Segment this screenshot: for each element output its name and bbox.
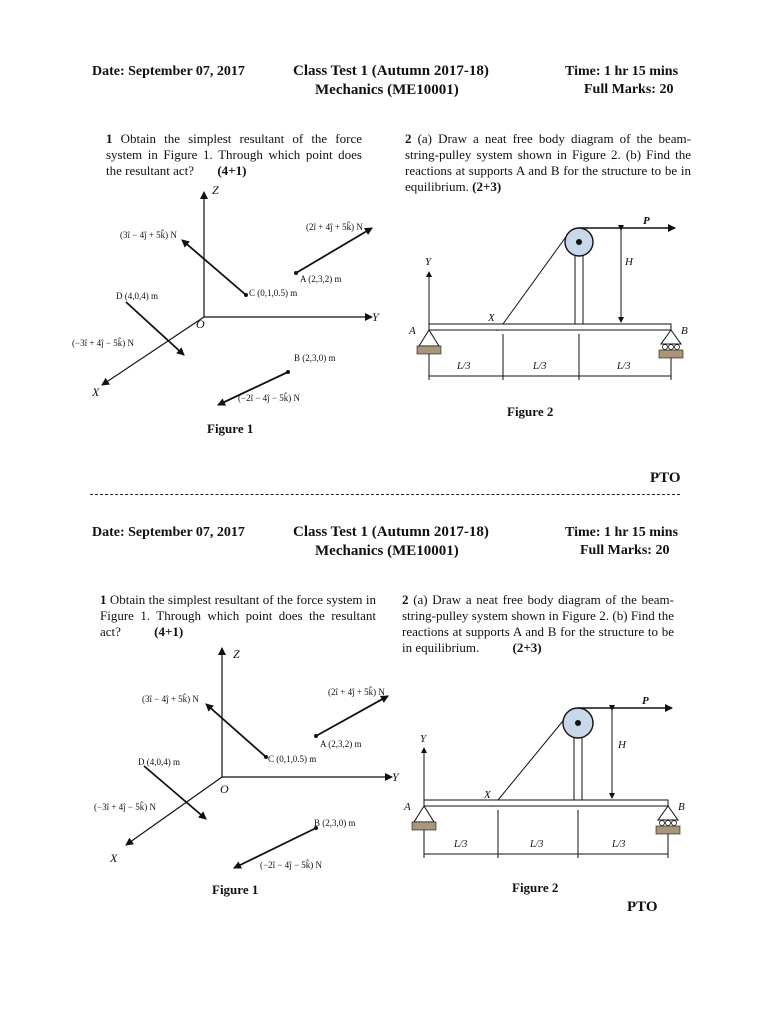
z-axis-label: Z <box>212 183 219 197</box>
course-title: Mechanics (ME10001) <box>315 543 459 559</box>
question-1 <box>106 131 362 179</box>
pto-label: PTO <box>627 899 658 915</box>
support-b-roller <box>659 330 683 358</box>
pulley-hub <box>576 239 582 245</box>
point-c-dot <box>244 293 248 297</box>
beam <box>429 324 671 330</box>
point-b-label: B (2,3,0) m <box>294 353 336 363</box>
force-1-arrow <box>206 704 266 757</box>
force-3-arrow <box>126 302 184 355</box>
x-axis-label: X <box>110 851 118 865</box>
beam <box>424 800 668 806</box>
point-c-label: C (0,1,0.5) m <box>249 288 298 298</box>
force-4-label: (−2î − 4ĵ − 5k̂) N <box>260 860 322 870</box>
pulley-hub <box>575 720 581 726</box>
point-d-label: D (4,0,4) m <box>138 757 180 767</box>
question-2 <box>405 131 691 195</box>
question-1 <box>100 592 376 640</box>
test-title: Class Test 1 (Autumn 2017-18) <box>293 63 489 79</box>
figure-2-diagram <box>405 210 705 390</box>
force-1-label: (3î − 4ĵ + 5k̂) N <box>120 230 177 240</box>
support-b-label: B <box>678 801 685 813</box>
figure-1-caption: Figure 1 <box>207 421 254 436</box>
support-a-pin <box>412 806 436 830</box>
x-axis-label: X <box>488 312 495 324</box>
point-b-label: B (2,3,0) m <box>314 818 356 828</box>
test-title: Class Test 1 (Autumn 2017-18) <box>293 524 489 540</box>
marks-label: Full Marks: 20 <box>584 82 674 97</box>
question-2-number: 2 <box>402 592 409 607</box>
point-d-label: D (4,0,4) m <box>116 291 158 301</box>
span-3-label: L/3 <box>612 839 626 850</box>
question-1-number: 1 <box>100 592 107 607</box>
figure-2-caption: Figure 2 <box>507 404 554 419</box>
origin-label: O <box>220 782 229 796</box>
figure-2-diagram <box>402 690 702 860</box>
test-paper-top <box>0 0 768 490</box>
question-2-marks: (2+3) <box>472 179 502 194</box>
z-axis-label: Z <box>233 647 240 661</box>
point-a-label: A (2,3,2) m <box>320 739 362 749</box>
string-left <box>498 716 567 800</box>
span-2-label: L/3 <box>533 361 547 372</box>
question-1-marks: (4+1) <box>217 163 247 178</box>
x-axis-label: X <box>484 789 491 801</box>
figure-1-diagram <box>82 640 422 880</box>
date-label: Date: September 07, 2017 <box>92 64 245 79</box>
cut-line-divider <box>90 494 680 495</box>
question-2-text: (a) Draw a neat free body diagram of the beam-string-pulley system shown in Figure 2. (b) Find the reactions at supports A and B for the structure to be in equilibrium. <box>405 131 691 194</box>
figure-1-caption: Figure 1 <box>212 882 259 897</box>
force-3-label: (−3î + 4ĵ − 5k̂) N <box>94 802 156 812</box>
force-2-label: (2î + 4ĵ + 5k̂) N <box>306 222 363 232</box>
point-a-dot <box>314 734 318 738</box>
force-2-arrow <box>296 228 372 273</box>
load-label: P <box>643 215 650 227</box>
figure-2-caption: Figure 2 <box>512 880 559 895</box>
pulley-post <box>575 248 583 324</box>
force-3-label: (−3î + 4ĵ − 5k̂) N <box>72 338 134 348</box>
pto-label: PTO <box>650 470 681 486</box>
support-a-pin <box>417 330 441 354</box>
test-paper-bottom <box>0 505 768 1024</box>
time-label: Time: 1 hr 15 mins <box>565 64 679 79</box>
support-a-label: A <box>404 801 411 813</box>
question-1-text: Obtain the simplest resultant of the force system in Figure 1. Through which point does the resultant act? <box>106 131 362 178</box>
figure-1-diagram <box>60 180 400 430</box>
support-b-label: B <box>681 325 688 337</box>
force-4-label: (−2î − 4ĵ − 5k̂) N <box>238 393 300 403</box>
span-3-label: L/3 <box>617 361 631 372</box>
pulley-post <box>574 730 582 800</box>
date-label: Date: September 07, 2017 <box>92 525 245 540</box>
point-c-label: C (0,1,0.5) m <box>268 754 317 764</box>
point-a-label: A (2,3,2) m <box>300 274 342 284</box>
height-label: H <box>625 256 633 268</box>
height-label: H <box>618 739 626 751</box>
y-axis-label: Y <box>372 310 379 324</box>
origin-label: O <box>196 317 205 331</box>
support-a-label: A <box>409 325 416 337</box>
force-1-label: (3î − 4ĵ + 5k̂) N <box>142 694 199 704</box>
point-b-dot <box>286 370 290 374</box>
y-axis-label: Y <box>420 733 427 745</box>
question-2-text: (a) Draw a neat free body diagram of the beam-string-pulley system shown in Figure 2. (b) Find the reactions at supports A and B for the structure to be in equilibrium. <box>402 592 674 655</box>
marks-label: Full Marks: 20 <box>580 543 670 558</box>
question-1-number: 1 <box>106 131 113 146</box>
force-1-arrow <box>182 240 246 295</box>
question-2 <box>402 592 674 656</box>
span-2-label: L/3 <box>530 839 544 850</box>
question-1-text: Obtain the simplest resultant of the force system in Figure 1. Through which point does the resultant act? <box>100 592 376 639</box>
x-axis-label: X <box>92 385 100 399</box>
force-2-arrow <box>316 696 388 736</box>
support-b-roller <box>656 806 680 834</box>
time-label: Time: 1 hr 15 mins <box>565 525 679 540</box>
y-axis-label: Y <box>425 256 432 268</box>
y-axis-label: Y <box>392 770 399 784</box>
force-2-label: (2î + 4ĵ + 5k̂) N <box>328 687 385 697</box>
course-title: Mechanics (ME10001) <box>315 82 459 98</box>
point-a-dot <box>294 271 298 275</box>
span-1-label: L/3 <box>454 839 468 850</box>
span-1-label: L/3 <box>457 361 471 372</box>
question-2-marks: (2+3) <box>512 640 542 655</box>
question-1-marks: (4+1) <box>154 624 184 639</box>
load-label: P <box>642 695 649 707</box>
question-2-number: 2 <box>405 131 412 146</box>
string-left <box>503 234 568 324</box>
